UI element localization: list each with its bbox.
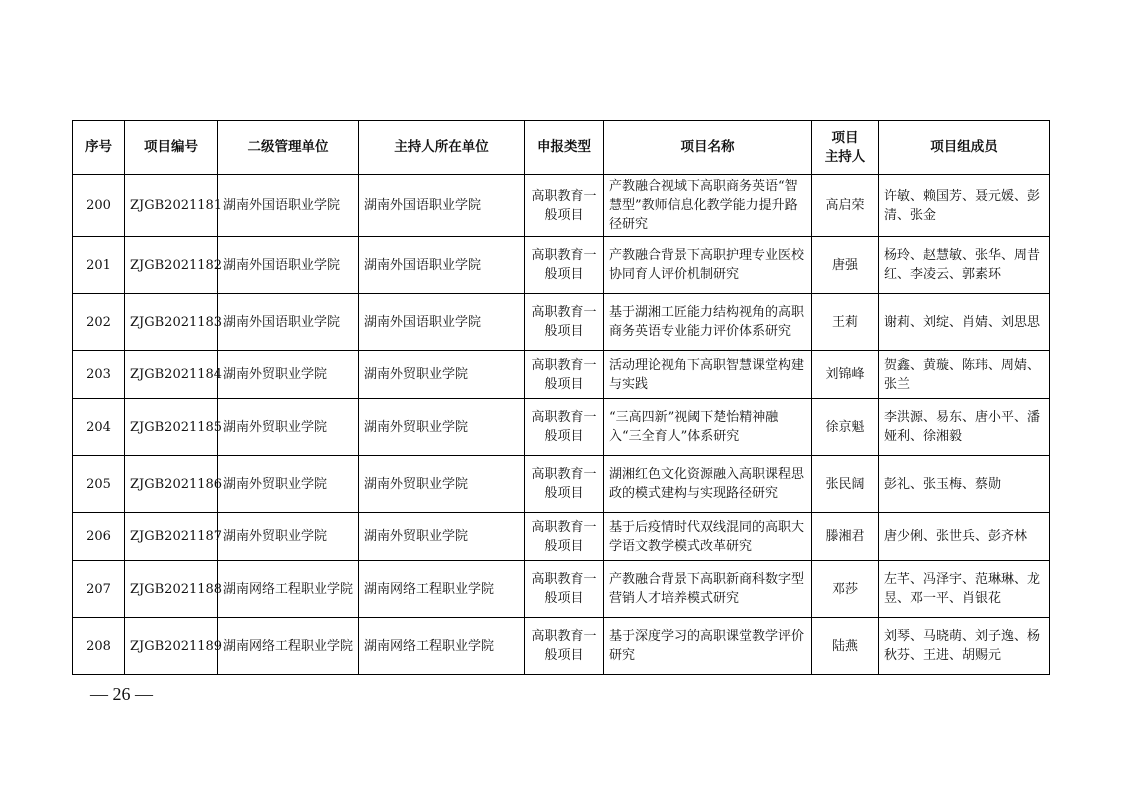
- application-type-cell: 高职教育一般项目: [525, 175, 604, 237]
- row-number-cell: 203: [73, 351, 125, 399]
- table-row: [73, 399, 1050, 456]
- project-members-cell: 贺鑫、黄璇、陈玮、周婧、张兰: [879, 351, 1050, 399]
- application-type-cell: 高职教育一般项目: [525, 618, 604, 675]
- table-row: [73, 237, 1050, 294]
- header-row: [73, 121, 1050, 175]
- header-cell: 主持人所在单位: [359, 121, 525, 175]
- project-members-cell: 杨玲、赵慧敏、张华、周昔红、李凌云、郭素环: [879, 237, 1050, 294]
- application-type-cell: 高职教育一般项目: [525, 294, 604, 351]
- project-name-cell: “三高四新”视阈下楚怡精神融入“三全育人”体系研究: [604, 399, 812, 456]
- project-name-cell: 基于深度学习的高职课堂教学评价研究: [604, 618, 812, 675]
- table-row: [73, 351, 1050, 399]
- host-unit-cell: 湖南网络工程职业学院: [359, 561, 525, 618]
- management-unit-cell: 湖南外贸职业学院: [218, 456, 359, 513]
- management-unit-cell: 湖南网络工程职业学院: [218, 618, 359, 675]
- header-cell: 项目组成员: [879, 121, 1050, 175]
- project-code-cell: ZJGB2021182: [125, 237, 218, 294]
- table-row: [73, 456, 1050, 513]
- table-row: [73, 618, 1050, 675]
- host-unit-cell: 湖南外贸职业学院: [359, 351, 525, 399]
- host-unit-cell: 湖南外贸职业学院: [359, 513, 525, 561]
- project-members-cell: 唐少俐、张世兵、彭齐林: [879, 513, 1050, 561]
- management-unit-cell: 湖南外贸职业学院: [218, 351, 359, 399]
- management-unit-cell: 湖南外国语职业学院: [218, 294, 359, 351]
- row-number-cell: 205: [73, 456, 125, 513]
- header-cell: 项目编号: [125, 121, 218, 175]
- project-members-cell: 谢莉、刘绽、肖婧、刘思思: [879, 294, 1050, 351]
- application-type-cell: 高职教育一般项目: [525, 513, 604, 561]
- host-unit-cell: 湖南外贸职业学院: [359, 456, 525, 513]
- table-row: [73, 513, 1050, 561]
- page-number: — 26 —: [90, 684, 153, 704]
- project-name-cell: 产教融合视域下高职商务英语“智慧型”教师信息化教学能力提升路径研究: [604, 175, 812, 237]
- table-row: [73, 294, 1050, 351]
- host-unit-cell: 湖南外国语职业学院: [359, 294, 525, 351]
- project-leader-cell: 滕湘君: [812, 513, 879, 561]
- header-cell: 二级管理单位: [218, 121, 359, 175]
- project-members-cell: 彭礼、张玉梅、蔡勋: [879, 456, 1050, 513]
- table-row: [73, 175, 1050, 237]
- project-code-cell: ZJGB2021186: [125, 456, 218, 513]
- project-name-cell: 产教融合背景下高职新商科数字型营销人才培养模式研究: [604, 561, 812, 618]
- application-type-cell: 高职教育一般项目: [525, 351, 604, 399]
- project-name-cell: 产教融合背景下高职护理专业医校协同育人评价机制研究: [604, 237, 812, 294]
- row-number-cell: 202: [73, 294, 125, 351]
- host-unit-cell: 湖南外国语职业学院: [359, 175, 525, 237]
- project-members-cell: 李洪源、易东、唐小平、潘娅利、徐湘毅: [879, 399, 1050, 456]
- project-leader-cell: 张民阔: [812, 456, 879, 513]
- management-unit-cell: 湖南外国语职业学院: [218, 175, 359, 237]
- header-cell: 申报类型: [525, 121, 604, 175]
- project-code-cell: ZJGB2021188: [125, 561, 218, 618]
- management-unit-cell: 湖南外国语职业学院: [218, 237, 359, 294]
- project-leader-cell: 邓莎: [812, 561, 879, 618]
- row-number-cell: 201: [73, 237, 125, 294]
- application-type-cell: 高职教育一般项目: [525, 456, 604, 513]
- project-name-cell: 湖湘红色文化资源融入高职课程思政的模式建构与实现路径研究: [604, 456, 812, 513]
- application-type-cell: 高职教育一般项目: [525, 399, 604, 456]
- header-cell: 序号: [73, 121, 125, 175]
- host-unit-cell: 湖南网络工程职业学院: [359, 618, 525, 675]
- project-leader-cell: 王莉: [812, 294, 879, 351]
- project-code-cell: ZJGB2021184: [125, 351, 218, 399]
- row-number-cell: 208: [73, 618, 125, 675]
- row-number-cell: 206: [73, 513, 125, 561]
- project-code-cell: ZJGB2021183: [125, 294, 218, 351]
- project-table: [72, 120, 1050, 675]
- header-cell: 项目名称: [604, 121, 812, 175]
- project-leader-cell: 刘锦峰: [812, 351, 879, 399]
- project-leader-cell: 高启荣: [812, 175, 879, 237]
- table-row: [73, 561, 1050, 618]
- management-unit-cell: 湖南外贸职业学院: [218, 513, 359, 561]
- project-members-cell: 刘琴、马晓萌、刘子逸、杨秋芬、王进、胡赐元: [879, 618, 1050, 675]
- project-leader-cell: 陆燕: [812, 618, 879, 675]
- host-unit-cell: 湖南外国语职业学院: [359, 237, 525, 294]
- project-code-cell: ZJGB2021185: [125, 399, 218, 456]
- host-unit-cell: 湖南外贸职业学院: [359, 399, 525, 456]
- project-code-cell: ZJGB2021189: [125, 618, 218, 675]
- project-name-cell: 基于后疫情时代双线混同的高职大学语文教学模式改革研究: [604, 513, 812, 561]
- project-name-cell: 活动理论视角下高职智慧课堂构建与实践: [604, 351, 812, 399]
- row-number-cell: 204: [73, 399, 125, 456]
- row-number-cell: 207: [73, 561, 125, 618]
- project-leader-cell: 徐京魁: [812, 399, 879, 456]
- project-code-cell: ZJGB2021187: [125, 513, 218, 561]
- row-number-cell: 200: [73, 175, 125, 237]
- project-code-cell: ZJGB2021181: [125, 175, 218, 237]
- application-type-cell: 高职教育一般项目: [525, 561, 604, 618]
- project-leader-cell: 唐强: [812, 237, 879, 294]
- project-members-cell: 左芊、冯泽宇、范琳琳、龙昱、邓一平、肖银花: [879, 561, 1050, 618]
- application-type-cell: 高职教育一般项目: [525, 237, 604, 294]
- management-unit-cell: 湖南网络工程职业学院: [218, 561, 359, 618]
- header-cell: 项目 主持人: [812, 121, 879, 175]
- management-unit-cell: 湖南外贸职业学院: [218, 399, 359, 456]
- project-name-cell: 基于湖湘工匠能力结构视角的高职商务英语专业能力评价体系研究: [604, 294, 812, 351]
- project-members-cell: 许敏、赖国芳、聂元媛、彭清、张金: [879, 175, 1050, 237]
